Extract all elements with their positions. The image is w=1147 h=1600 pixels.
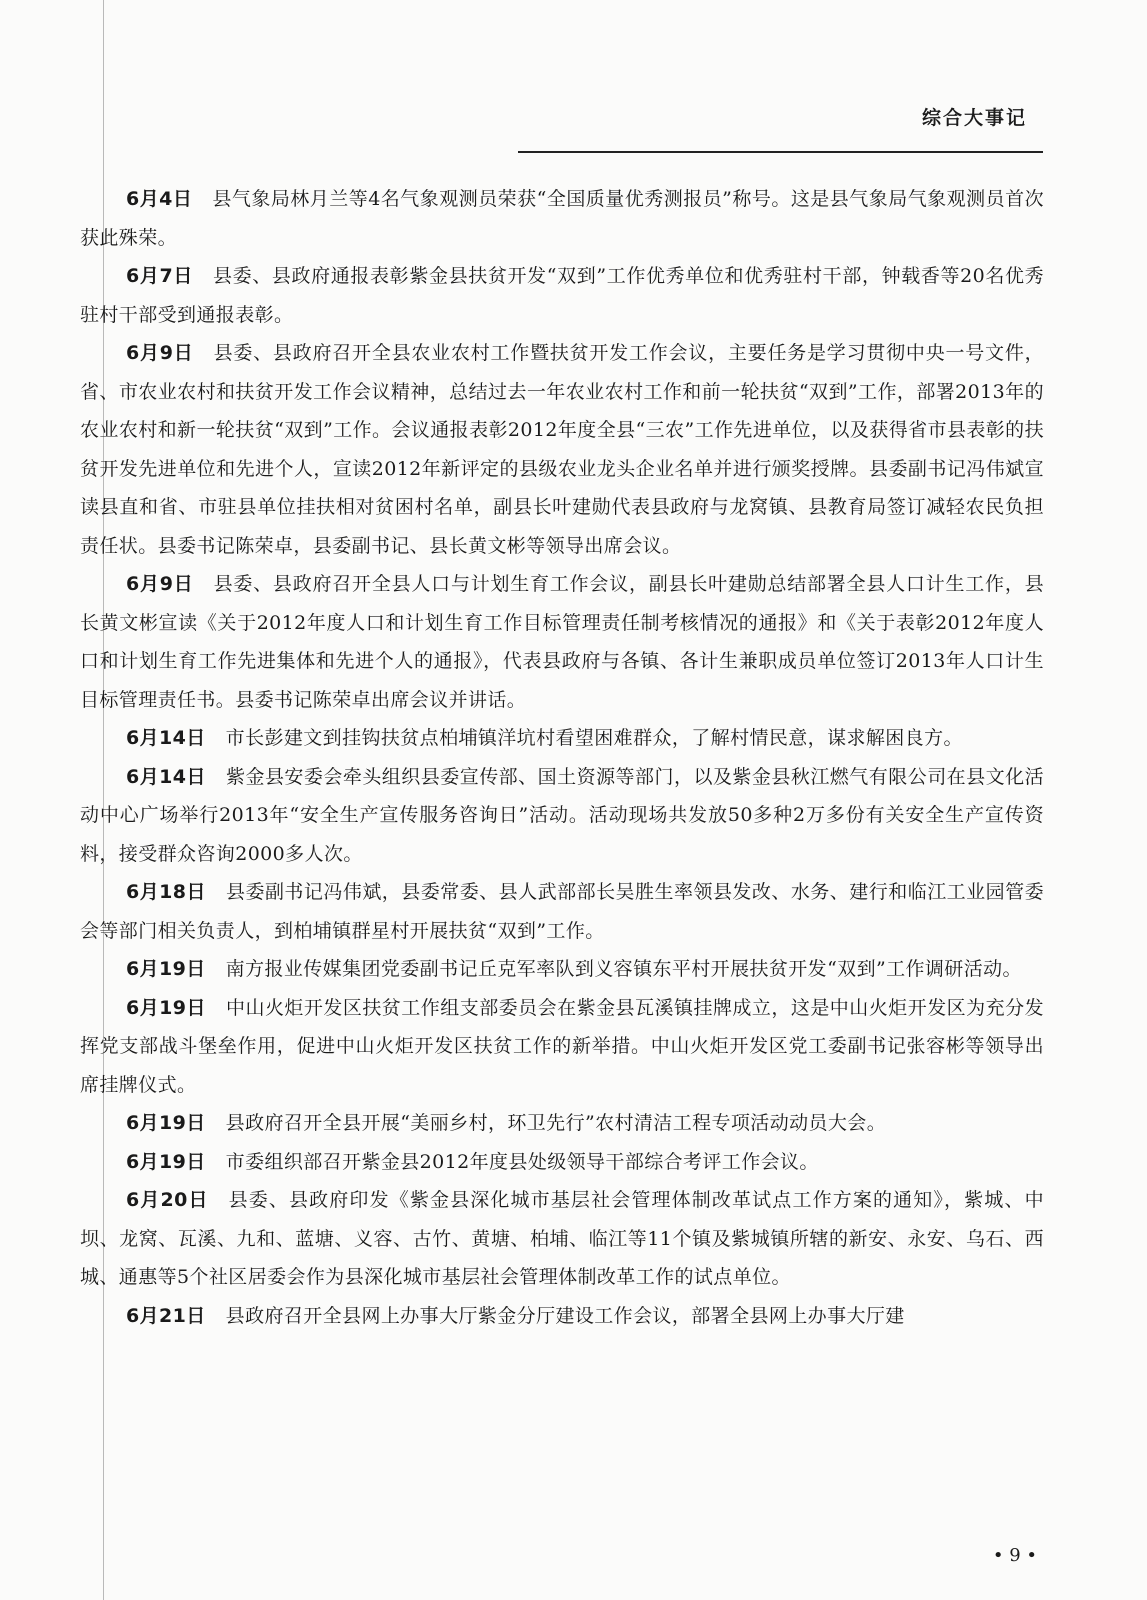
entry-date: 6月18日 xyxy=(126,881,206,903)
entry-text: 县委、县政府通报表彰紫金县扶贫开发“双到”工作优秀单位和优秀驻村干部，钟载香等20名优秀驻村干部受到通报表彰。 xyxy=(80,265,1044,326)
chronicle-entry xyxy=(80,873,1044,950)
entry-text: 县政府召开全县网上办事大厅紫金分厅建设工作会议，部署全县网上办事大厅建 xyxy=(225,1304,905,1327)
entry-date: 6月14日 xyxy=(126,727,206,749)
chronicle-entry xyxy=(80,180,1044,257)
entry-text: 市长彭建文到挂钩扶贫点柏埔镇洋坑村看望困难群众，了解村情民意，谋求解困良方。 xyxy=(225,727,963,749)
entry-text: 县气象局林月兰等4名气象观测员荣获“全国质量优秀测报员”称号。这是县气象局气象观测员首次获此殊荣。 xyxy=(80,188,1044,249)
entry-date: 6月9日 xyxy=(126,342,194,364)
entry-date: 6月9日 xyxy=(126,573,194,595)
entry-date: 6月21日 xyxy=(126,1304,206,1327)
chronicle-entry xyxy=(80,950,1044,989)
entry-date: 6月19日 xyxy=(126,958,206,980)
entry-date: 6月14日 xyxy=(126,765,206,788)
header-rule xyxy=(518,151,1043,153)
entry-date: 6月4日 xyxy=(126,188,193,210)
entry-date: 6月19日 xyxy=(126,1112,206,1134)
entry-text: 县委、县政府召开全县人口与计划生育工作会议，副县长叶建勋总结部署全县人口计生工作，县长黄文彬宣读《关于2012年度人口和计划生育工作目标管理责任制考核情况的通报》和《关于表彰2012年度人口和计划生育工作先进集体和先进个人的通报》，代表县政府与各镇、各计生兼职成员单位签订2013年人口计生目标管理责任书。县委书记陈荣卓出席会议并讲话。 xyxy=(80,573,1044,711)
entry-text: 紫金县安委会牵头组织县委宣传部、国土资源等部门，以及紫金县秋江燃气有限公司在县文化活动中心广场举行2013年“安全生产宣传服务咨询日”活动。活动现场共发放50多种2万多份有关安全生产宣传资料，接受群众咨询2000多人次。 xyxy=(80,765,1044,865)
chronicle-entry xyxy=(80,758,1044,874)
entry-date: 6月19日 xyxy=(126,1150,206,1173)
entry-date: 6月19日 xyxy=(126,996,206,1019)
entry-text: 县委、县政府印发《紫金县深化城市基层社会管理体制改革试点工作方案的通知》，紫城、中坝、龙窝、瓦溪、九和、蓝塘、义容、古竹、黄塘、柏埔、临江等11个镇及紫城镇所辖的新安、永安、乌石、西城、通惠等5个社区居委会作为县深化城市基层社会管理体制改革工作的试点单位。 xyxy=(80,1189,1044,1288)
chronicle-entry xyxy=(80,1104,1044,1143)
entry-date: 6月7日 xyxy=(126,265,193,287)
chronicle-entry xyxy=(80,719,1044,758)
chronicle-entry xyxy=(80,565,1044,719)
chronicle-entry xyxy=(80,989,1044,1105)
entry-date: 6月20日 xyxy=(126,1189,209,1211)
chronicle-entry xyxy=(80,1181,1044,1297)
entry-text: 中山火炬开发区扶贫工作组支部委员会在紫金县瓦溪镇挂牌成立，这是中山火炬开发区为充分发挥党支部战斗堡垒作用，促进中山火炬开发区扶贫工作的新举措。中山火炬开发区党工委副书记张容彬等领导出席挂牌仪式。 xyxy=(80,996,1044,1096)
page-number: • 9 • xyxy=(992,1545,1037,1566)
chronicle-entry xyxy=(80,1143,1044,1182)
chronicle-entry xyxy=(80,334,1044,565)
entry-text: 市委组织部召开紫金县2012年度县处级领导干部综合考评工作会议。 xyxy=(225,1150,819,1173)
chronicle-entry xyxy=(80,1297,1044,1336)
running-header-title: 综合大事记 xyxy=(921,107,1027,129)
entry-text: 县政府召开全县开展“美丽乡村，环卫先行”农村清洁工程专项活动动员大会。 xyxy=(225,1112,887,1134)
entry-text: 县委副书记冯伟斌，县委常委、县人武部部长吴胜生率领县发改、水务、建行和临江工业园管委会等部门相关负责人，到柏埔镇群星村开展扶贫“双到”工作。 xyxy=(80,881,1044,942)
entry-text: 南方报业传媒集团党委副书记丘克军率队到义容镇东平村开展扶贫开发“双到”工作调研活动。 xyxy=(225,958,1022,980)
chronicle-entry xyxy=(80,257,1044,334)
chronicle-entries xyxy=(80,180,1044,1335)
entry-text: 县委、县政府召开全县农业农村工作暨扶贫开发工作会议，主要任务是学习贯彻中央一号文件，省、市农业农村和扶贫开发工作会议精神，总结过去一年农业农村工作和前一轮扶贫“双到”工作，部署2013年的农业农村和新一轮扶贫“双到”工作。会议通报表彰2012年度全县“三农”工作先进单位，以及获得省市县表彰的扶贫开发先进单位和先进个人，宣读2012年新评定的县级农业龙头企业名单并进行颁奖授牌。县委副书记冯伟斌宣读县直和省、市驻县单位挂扶相对贫困村名单，副县长叶建勋代表县政府与龙窝镇、县教育局签订减轻农民负担责任状。县委书记陈荣卓，县委副书记、县长黄文彬等领导出席会议。 xyxy=(80,342,1044,557)
